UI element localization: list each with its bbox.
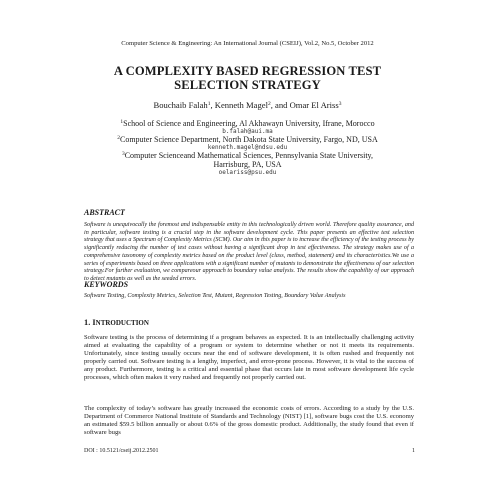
affiliation-email: oelariss@psu.edu [218, 169, 277, 176]
affiliation-1 [60, 119, 435, 128]
author-separator: , [210, 100, 215, 110]
affiliation-email: b.falah@aui.ma [222, 128, 273, 135]
affiliation-sup: 3 [121, 151, 125, 157]
footer-doi: DOI : 10.5121/cseij.2012.2501 [84, 448, 159, 454]
affiliation-2 [60, 135, 435, 144]
running-head: Computer Science & Engineering: An International Journal (CSEIJ), Vol.2, No.5, October 2012 [121, 40, 374, 47]
paper-title [60, 64, 435, 92]
abstract-text: Software is unequivocally the foremost and indispensable entity in this technologically driven world. Therefore quality assurance, and in particular, software testing is a crucial step in the software development cycle. This paper presents an effective test selection strategy that uses a Spectrum of Complexity Metrics (SCM). Our aim in this paper is to increase the efficiency of the testing process by significantly reducing the number of test cases without having a significant drop in test effectiveness. The strategy makes use of a comprehensive taxonomy of complexity metrics based on the product level (class, method, statement) and its characteristics.We use a series of experiments based on three applications with a significant number of mutants to demonstrate the effectiveness of our selection strategy.For further evaluation, we compareour approach to boundary value analysis. The results show the capability of our approach to detect mutants as well as the seeded errors. [84, 222, 414, 282]
author-sup: 2 [267, 101, 271, 107]
page-number: 1 [412, 448, 415, 454]
introduction-heading-number: 1. I [84, 318, 96, 327]
title-line-1: A COMPLEXITY BASED REGRESSION TEST [113, 64, 382, 78]
affiliation-3 [60, 151, 435, 160]
keywords-text: Software Testing, Complexity Metrics, Selection Test, Mutant, Regression Testing, Boundary Value Analysis [84, 293, 346, 299]
affiliation-sup: 1 [120, 119, 124, 125]
abstract-heading: ABSTRACT [84, 208, 125, 217]
introduction-paragraph-2: The complexity of today’s software has greatly increased the economic costs of errors. According to a study by the U.S. Department of Commerce National Institute of Standards and Technology (NIST) [1], software bugs cost the U.S. economy an estimated $59.5 billion annually or about 0.6% of the gross domestic product. Additionally, the study found that even if software bugs [84, 405, 414, 437]
keywords-heading: KEYWORDS [84, 280, 129, 289]
affiliation-text-continued: Harrisburg, PA, USA [213, 160, 282, 169]
author-name: Omar El Ariss [289, 100, 339, 110]
author-sup: 1 [207, 101, 211, 107]
introduction-heading-rest: NTRODUCTION [95, 319, 149, 327]
author-separator: , and [270, 100, 290, 110]
title-line-2: SELECTION STRATEGY [174, 78, 321, 92]
introduction-heading [84, 318, 149, 328]
author-list [0, 100, 495, 110]
author-name: Bouchaib Falah [153, 100, 208, 110]
author-name: Kenneth Magel [214, 100, 268, 110]
author-sup: 3 [338, 101, 342, 107]
affiliation-text: Computer Scienceand Mathematical Sciences, Pennsylvania State University, [124, 151, 374, 160]
affiliation-email: kenneth.magel@ndsu.edu [207, 144, 288, 151]
affiliation-sup: 2 [117, 135, 120, 141]
introduction-paragraph-1: Software testing is the process of determining if a program behaves as expected. It is an intellectually challenging activity aimed at evaluating the capability of a program or system to determine whether or not it meets its requirements. Unfortunately, since testing usually occurs near the end of software development, it is often rushed and frequently not properly carried out. Software testing is a lengthy, imperfect, and error-prone process. However, it is vital to the success of any product. Furthermore, testing is a critical and essential phase that occurs late in most software development life cycle processes, which often makes it very rushed and frequently not properly carried out. [84, 334, 414, 382]
affiliations [60, 119, 435, 176]
affiliation-text: School of Science and Engineering, Al Akhawayn University, Ifrane, Morocco [123, 119, 375, 128]
affiliation-text: Computer Science Department, North Dakota State University, Fargo, ND, USA [120, 135, 378, 144]
